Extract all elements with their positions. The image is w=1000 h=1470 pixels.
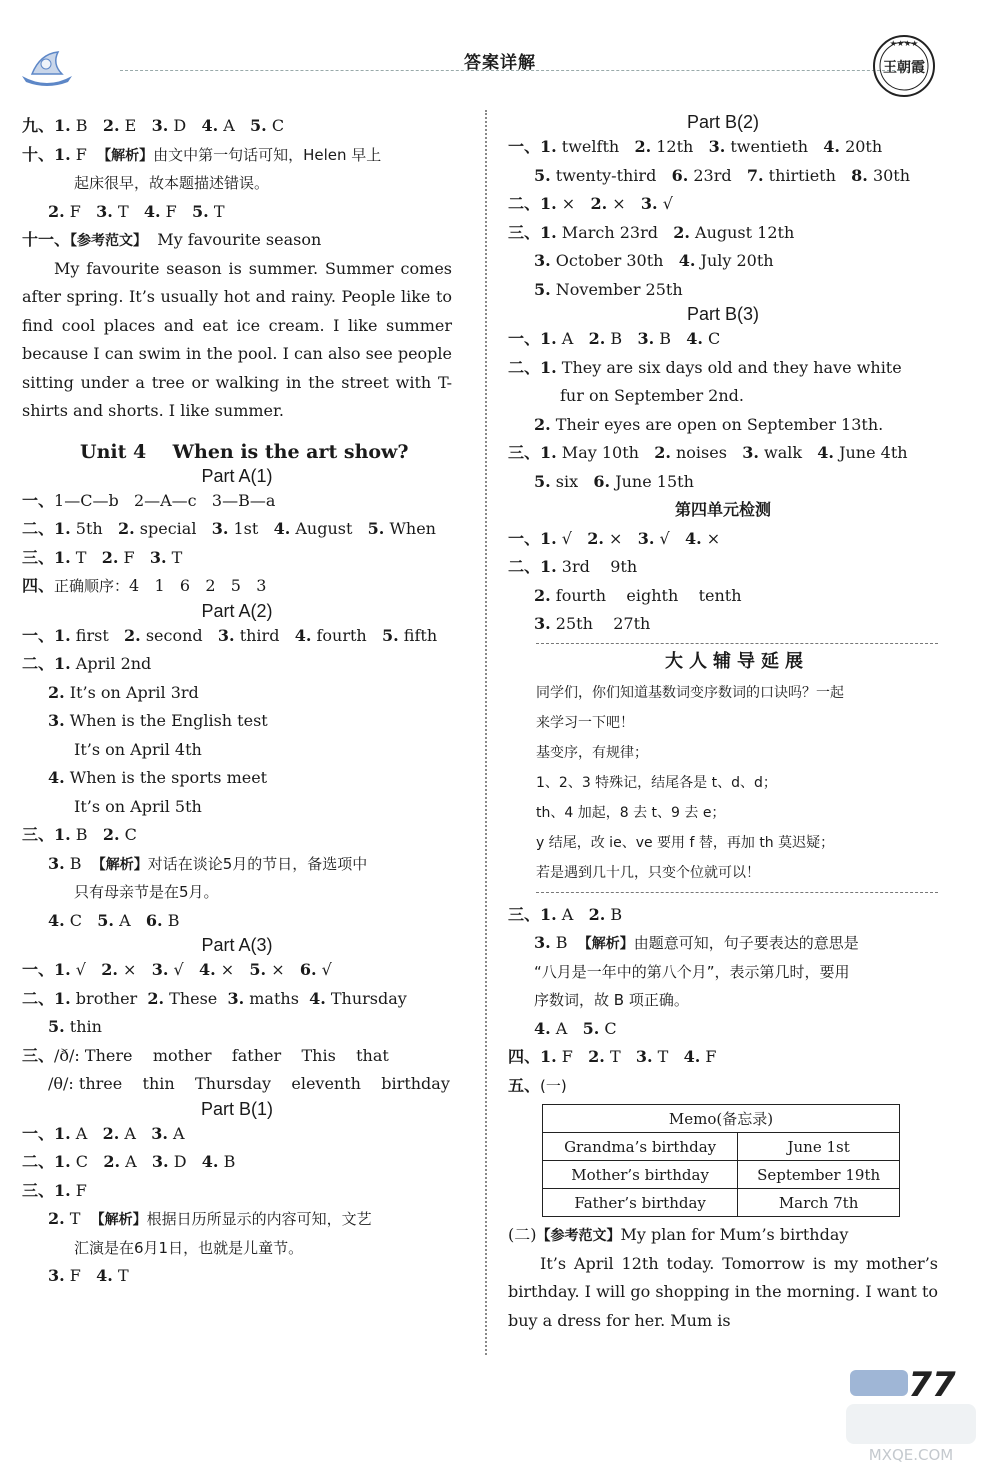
answer-line: 二、1. C 2. A 3. D 4. B [22,1152,236,1171]
memo-row [543,1189,900,1217]
answer-line: 起床很早，故本题描述错误。 [74,174,270,192]
part-heading: Part B(1) [200,1098,274,1119]
left-answers-top [22,112,452,255]
part-heading: Part A(3) [201,935,273,955]
answer-line: 3. B 【解析】对话在谈论5月的节日，备选项中 [48,853,368,873]
memo-cell: September 19th [738,1161,900,1189]
answer-line: 五、(一) [508,1075,567,1095]
memo-cell: March 7th [738,1189,900,1217]
part-heading: Part A(1) [201,465,273,486]
memo-cell: June 1st [738,1133,900,1161]
memo-cell: Mother’s birthday [543,1161,738,1189]
answer-line: 2. Their eyes are open on September 13th. [534,414,884,434]
answer-line: 4. A 5. C [534,1018,617,1038]
answer-line: 四、1. F 2. T 3. T 4. F [508,1047,717,1066]
publisher-seal-icon [868,30,940,102]
answer-line: 2. T 【解析】根据日历所显示的内容可知，文艺 [48,1209,372,1228]
answer-line: 3. B 【解析】由题意可知，句子要表达的意思是 [534,933,859,952]
answer-line: It’s on April 4th [74,739,202,759]
tip-line: 同学们，你们知道基数词变序数词的口诀吗？一起 [536,684,844,701]
answer-line: 三、/ð/: There mother father This that [22,1045,389,1065]
answer-line: 三、1. March 23rd 2. August 12th [508,222,795,242]
memo-cell: Grandma’s birthday [543,1133,738,1161]
answer-line: 一、1. √ 2. × 3. √ 4. × 5. × 6. √ [22,960,332,979]
page-title: 答案详解 [464,53,536,73]
memo-row [543,1133,900,1161]
answer-line: 十一、【参考范文】 My favourite season [22,230,322,249]
answer-line: 三、1. T 2. F 3. T [22,547,183,567]
answer-line: 序数词，故 B 项正确。 [534,991,689,1009]
answer-line: 3. October 30th 4. July 20th [534,251,774,270]
answer-line: 三、1. B 2. C [22,825,137,844]
left-answers-unit4 [22,466,452,1291]
right-answers-bottom [508,901,938,1101]
right-answers-top [508,112,938,639]
answer-line: 十、1. F 【解析】由文中第一句话可知，Helen 早上 [22,144,382,164]
answer-line: 5. twenty-third 6. 23rd 7. thirtieth 8. 30th [534,165,911,185]
answer-line: 一、1. twelfth 2. 12th 3. twentieth 4. 20th [508,137,883,156]
tip-box-title: 大人辅导延展 [665,650,809,672]
answer-line: 2. F 3. T 4. F 5. T [48,201,225,221]
part-heading: Part B(3) [686,304,760,324]
answer-line: 3. 25th 27th [534,614,651,633]
answer-line: 四、正确顺序：4 1 6 2 5 3 [22,576,267,595]
answer-line: 第四单元检测 [674,500,771,519]
column-divider [485,110,487,1355]
left-column [22,112,452,1291]
essay-mum-birthday: It’s April 12th today. Tomorrow is my mother’s birthday. I will go shopping in the morning. I want to buy a dress for her. Mum is [508,1253,938,1330]
answer-line: 3. F 4. T [48,1266,129,1285]
memo-rows [543,1133,900,1217]
answer-line: 二、1. April 2nd [22,654,152,673]
essay-favourite-season: My favourite season is summer. Summer comes after spring. It’s usually hot and rainy. People like to find cool places and eat ice cream. I like summer because I can swim in the pool. I can also see people sitting under a tree or walking in the street with T-shirts and shorts. I like summer. [22,258,452,420]
part-heading: Part B(2) [686,112,760,132]
tip-line: th、4 加起，8 去 t、9 去 e； [536,804,726,821]
tip-line: 1、2、3 特殊记，结尾各是 t、d、d； [536,774,777,791]
answer-line: 只有母亲节是在5月。 [74,883,219,901]
answer-line: 一、1. first 2. second 3. third 4. fourth 5. fifth [22,625,438,645]
answer-line: 二、1. brother 2. These 3. maths 4. Thursday [22,988,407,1008]
answer-line: 二、1. They are six days old and they have white [508,357,902,377]
answer-line: 2. fourth eighth tenth [534,585,742,605]
page-number [848,1362,958,1402]
answer-line: 5. November 25th [534,279,683,299]
answer-line: “八月是一年中的第八个月”，表示第几时，要用 [534,962,850,981]
tip-line: 若是遇到几十几，只变个位就可以！ [536,864,760,881]
answer-line: 三、1. A 2. B [508,904,623,924]
watermark-logo [846,1404,976,1464]
answer-line: 二、1. 5th 2. special 3. 1st 4. August 5. When [22,519,436,538]
answer-line: 九、1. B 2. E 3. D 4. A 5. C [22,116,285,135]
page-header [0,0,1000,100]
answer-line: 二、1. × 2. × 3. √ [508,194,673,213]
answer-line: 二、1. 3rd 9th [508,557,638,576]
svg-text:★★★★: ★★★★ [889,39,919,48]
tip-line: 基变序，有规律； [536,744,648,761]
essay-heading: (二)【参考范文】My plan for Mum’s birthday [508,1225,849,1244]
tip-box [536,643,938,893]
svg-text:王朝霞: 王朝霞 [883,60,925,76]
part-heading: Part A(2) [201,600,273,621]
answer-line: It’s on April 5th [74,796,202,816]
right-column [508,112,938,1335]
answer-line: 三、1. May 10th 2. noises 3. walk 4. June 4th [508,443,908,462]
answer-line: 2. It’s on April 3rd [48,682,199,702]
answer-line: 三、1. F [22,1180,87,1200]
page-number-text: 77 [908,1365,956,1402]
watermark-text: MXQE.COM [868,1446,954,1464]
answer-line: 3. When is the English test [48,711,268,730]
answer-line: 一、1—C—b 2—A—c 3—B—a [22,490,276,510]
unit-title: Unit 4 When is the art show? [80,440,409,463]
answer-line: 一、1. A 2. B 3. B 4. C [508,329,721,348]
answer-line: 4. C 5. A 6. B [48,910,180,930]
answer-line: fur on September 2nd. [560,386,744,405]
tip-box-lines [536,678,938,888]
answer-line: 5. six 6. June 15th [534,471,694,491]
memo-table [542,1104,900,1217]
answer-line: 4. When is the sports meet [48,768,268,787]
answer-line: 5. thin [48,1017,102,1036]
memo-cell: Father’s birthday [543,1189,738,1217]
answer-line: 汇演是在6月1日，也就是儿童节。 [74,1238,304,1257]
answer-line: 一、1. √ 2. × 3. √ 4. × [508,528,721,548]
memo-title: Memo(备忘录) [543,1105,900,1133]
tip-line: 来学习一下吧！ [536,714,634,731]
answer-line: /θ/: three thin Thursday eleventh birthday [48,1074,450,1093]
memo-row [543,1161,900,1189]
tip-line: y 结尾，改 ie、ve 要用 f 替，再加 th 莫迟疑； [536,834,835,851]
answer-line: 一、1. A 2. A 3. A [22,1123,185,1143]
